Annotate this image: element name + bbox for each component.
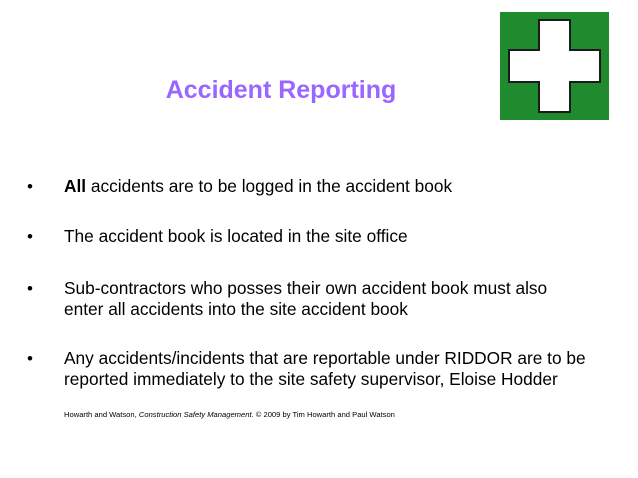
bullet-text-line: Sub-contractors who posses their own accident book must also [64,278,548,298]
bullet-text [64,176,619,197]
bullet-marker: • [27,349,33,368]
bullet-bold-word: All [64,176,87,196]
citation [64,410,395,420]
bullet-text-line: accidents are to be logged in the accident book [86,176,453,196]
citation-prefix: Howarth and Watson, [64,410,139,419]
citation-suffix: . © 2009 by Tim Howarth and Paul Watson [251,410,395,419]
bullet-text-line: reported immediately to the site safety supervisor, Eloise Hodder [64,369,558,389]
bullet-text [64,348,619,390]
bullet-marker: • [27,279,33,298]
bullet-text [64,278,619,320]
bullet-text-line: The accident book is located in the site office [64,226,408,246]
bullet-text-line: Any accidents/incidents that are reportable under RIDDOR are to be [64,348,586,368]
bullet-text-line: enter all accidents into the site accident book [64,299,408,319]
bullet-marker: • [27,177,33,196]
bullet-marker: • [27,227,33,246]
slide-title: Accident Reporting [165,76,397,104]
citation-book-title: Construction Safety Management [138,410,252,419]
first-aid-cross-graphic [500,12,609,120]
first-aid-cross-icon [500,12,609,120]
bullet-text [64,226,619,247]
